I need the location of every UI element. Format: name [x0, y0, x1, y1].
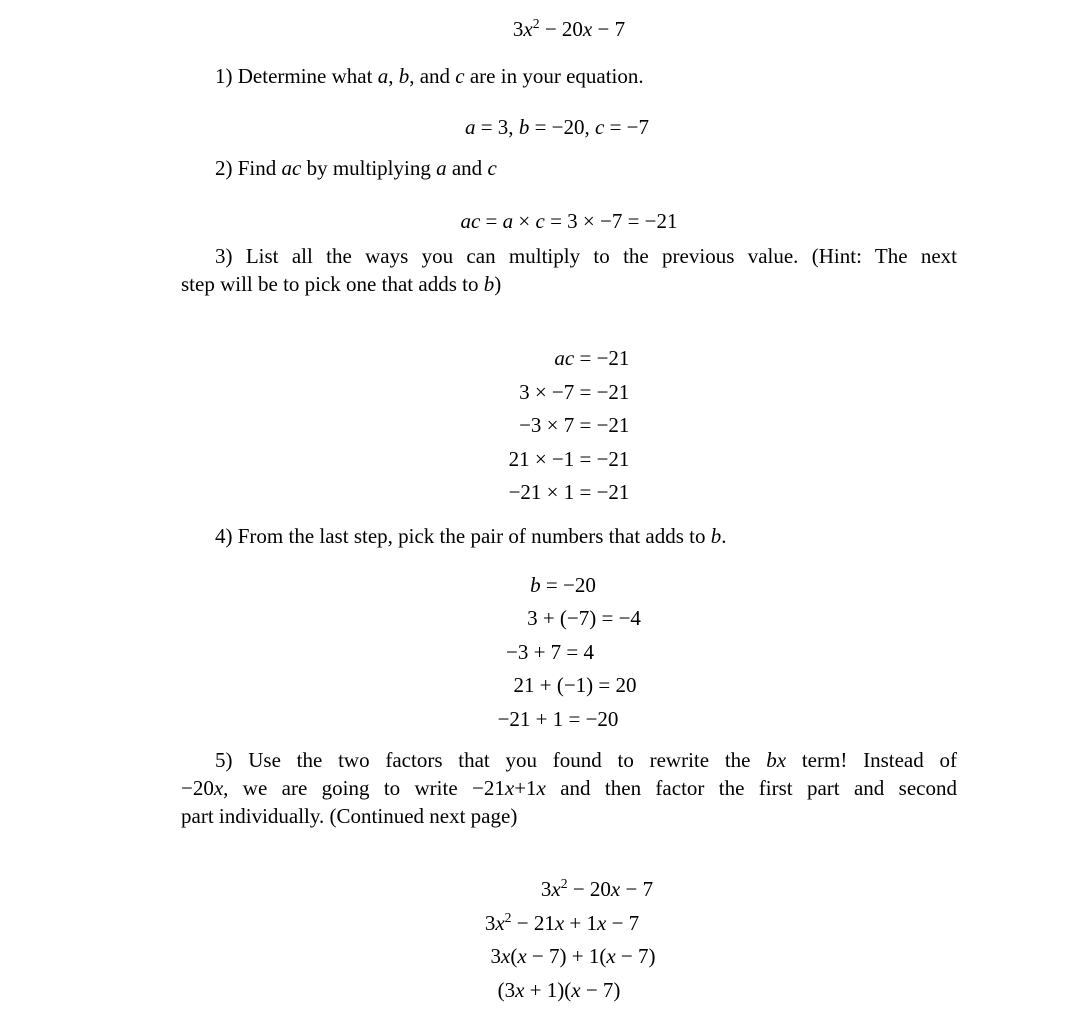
- ac-factor-row-3: −3 × 7 = −21: [519, 413, 630, 437]
- step-1-text: 1) Determine what a, b, and c are in your equation.: [215, 64, 644, 88]
- ac-factor-row-1: ac = −21: [554, 346, 630, 370]
- step-5-line-2: −20x, we are going to write −21x+1x and then factor the first part and second: [181, 776, 957, 800]
- final-step-row-2: $3x^2 - 21x + 1x - 7$: [484, 909, 640, 935]
- ac-factor-list: [509, 342, 630, 510]
- equation-ac-product: ac = a × c = 3 × −7 = −21: [460, 209, 678, 233]
- ac-factor-row-2: 3 × −7 = −21: [519, 379, 630, 404]
- step-3-line-2: step will be to pick one that adds to b): [181, 272, 502, 296]
- step-3-line-1: 3) List all the ways you can multiply to the previous value. (Hint: The next: [215, 244, 957, 268]
- step-5-text: [181, 746, 957, 830]
- final-step-row-3: 3x(x − 7) + 1(x − 7): [490, 944, 656, 968]
- step-4-text: 4) From the last step, pick the pair of numbers that adds to b.: [215, 523, 727, 548]
- b-sum-row-3: −3 + 7 = 4: [505, 639, 595, 664]
- step-5-line-3: part individually. (Continued next page): [181, 804, 518, 828]
- b-sum-row-1: b = −20: [530, 572, 596, 597]
- final-step-row-1: $3x^2 - 20x - 7$: [540, 876, 654, 901]
- final-factoring-steps: [181, 873, 957, 1007]
- equation-original: $3x^2 - 20x - 7$: [512, 16, 626, 41]
- final-step-row-4: (3x + 1)(x − 7): [497, 977, 621, 1002]
- ac-factor-row-4: 21 × −1 = −21: [508, 446, 630, 471]
- b-sum-row-4: 21 + (−1) = 20: [513, 673, 637, 697]
- b-sum-list: [181, 569, 957, 737]
- step-3-text: [181, 242, 957, 298]
- equation-abc-values: a = 3, b = −20, c = −7: [464, 115, 650, 139]
- b-sum-row-5: −21 + 1 = −20: [497, 706, 619, 731]
- b-sum-row-2: 3 + (−7) = −4: [527, 606, 641, 630]
- ac-factor-row-5: −21 × 1 = −21: [508, 480, 630, 504]
- step-2-text: 2) Find ac by multiplying a and c: [215, 156, 497, 180]
- step-5-line-1: 5) Use the two factors that you found to rewrite the bx term! Instead of: [215, 748, 957, 772]
